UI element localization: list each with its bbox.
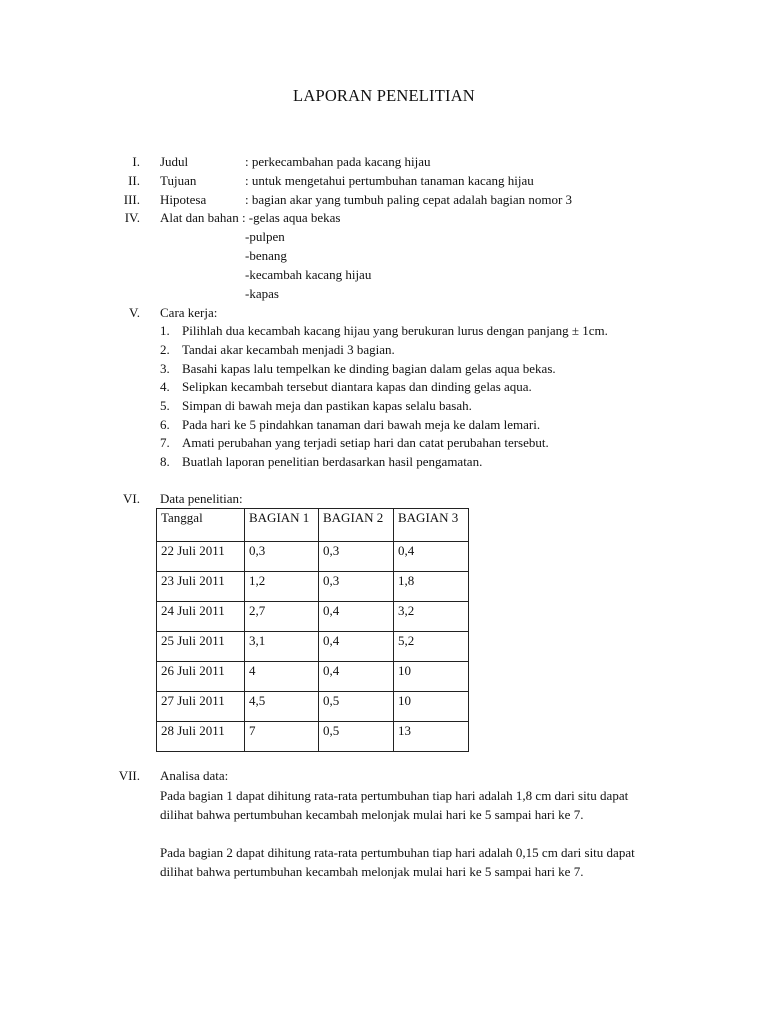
table-cell: 27 Juli 2011 [157, 692, 245, 722]
step-text: Pada hari ke 5 pindahkan tanaman dari bawah meja ke dalam lemari. [182, 417, 541, 432]
table-cell: 5,2 [394, 632, 469, 662]
table-cell: 25 Juli 2011 [157, 632, 245, 662]
section-label: Judul [160, 154, 189, 169]
step-number: 7. [160, 435, 170, 450]
table-cell: 7 [245, 722, 319, 752]
list-item: -benang [245, 248, 287, 263]
table-row [157, 662, 469, 692]
data-table [156, 508, 469, 752]
table-cell: 10 [394, 662, 469, 692]
table-cell: 0,3 [245, 542, 319, 572]
step-number: 8. [160, 454, 170, 469]
section-number: VII. [118, 768, 140, 783]
step-text: Buatlah laporan penelitian berdasarkan hasil pengamatan. [182, 454, 483, 469]
table-cell: 10 [394, 692, 469, 722]
step-number: 2. [160, 342, 170, 357]
table-cell: 2,7 [245, 602, 319, 632]
analysis-paragraph: Pada bagian 1 dapat dihitung rata-rata pertumbuhan tiap hari adalah 1,8 cm dari situ dapat dilihat bahwa pertumbuhan kecambah melonjak mulai hari ke 5 sampai hari ke 7. [160, 788, 629, 822]
table-row [157, 722, 469, 752]
table-cell: 22 Juli 2011 [157, 542, 245, 572]
table-header-row [157, 509, 469, 542]
table-cell: 23 Juli 2011 [157, 572, 245, 602]
section-label: Data penelitian: [160, 491, 243, 506]
table-cell: 0,3 [319, 572, 394, 602]
step-text: Basahi kapas lalu tempelkan ke dinding bagian dalam gelas aqua bekas. [182, 361, 556, 376]
table-cell: 0,4 [319, 632, 394, 662]
section-value: : perkecambahan pada kacang hijau [245, 154, 431, 169]
section-number: IV. [124, 210, 140, 225]
step-text: Pilihlah dua kecambah kacang hijau yang berukuran lurus dengan panjang ± 1cm. [182, 323, 608, 338]
step-text: Selipkan kecambah tersebut diantara kapas dan dinding gelas aqua. [182, 379, 532, 394]
section-number: II. [128, 173, 140, 188]
section-value: : bagian akar yang tumbuh paling cepat adalah bagian nomor 3 [245, 192, 573, 207]
table-cell: 0,4 [394, 542, 469, 572]
table-row [157, 632, 469, 662]
table-cell: 3,1 [245, 632, 319, 662]
step-number: 6. [160, 417, 170, 432]
list-item: -kecambah kacang hijau [245, 267, 372, 282]
section-number: I. [132, 154, 140, 169]
table-cell: 0,4 [319, 602, 394, 632]
step-number: 1. [160, 323, 170, 338]
table-cell: 4 [245, 662, 319, 692]
table-cell: 13 [394, 722, 469, 752]
table-row [157, 542, 469, 572]
section-label: Cara kerja: [160, 305, 218, 320]
table-cell: 4,5 [245, 692, 319, 722]
table-cell: 0,5 [319, 692, 394, 722]
section-number: V. [129, 305, 140, 320]
table-row [157, 692, 469, 722]
table-cell: 24 Juli 2011 [157, 602, 245, 632]
list-item: -kapas [245, 286, 279, 301]
step-text: Amati perubahan yang terjadi setiap hari dan catat perubahan tersebut. [182, 435, 549, 450]
section-label: Analisa data: [160, 768, 229, 783]
step-text: Tandai akar kecambah menjadi 3 bagian. [182, 342, 395, 357]
table-cell: 1,2 [245, 572, 319, 602]
table-cell: 0,4 [319, 662, 394, 692]
table-header: Tanggal [157, 509, 245, 542]
section-label: Tujuan [160, 173, 197, 188]
table-header: BAGIAN 2 [319, 509, 394, 542]
section-number: III. [123, 192, 140, 207]
step-number: 5. [160, 398, 170, 413]
analysis-paragraph: Pada bagian 2 dapat dihitung rata-rata pertumbuhan tiap hari adalah 0,15 cm dari situ dapat dilihat bahwa pertumbuhan kecambah melonjak mulai hari ke 5 sampai hari ke 7. [160, 845, 635, 879]
table-cell: 0,5 [319, 722, 394, 752]
step-number: 3. [160, 361, 170, 376]
table-header: BAGIAN 3 [394, 509, 469, 542]
table-header: BAGIAN 1 [245, 509, 319, 542]
table-cell: 0,3 [319, 542, 394, 572]
table-row [157, 572, 469, 602]
section-label: Hipotesa [160, 192, 207, 207]
section-label: Alat dan bahan : -gelas aqua bekas [160, 210, 341, 225]
section-value: : untuk mengetahui pertumbuhan tanaman kacang hijau [245, 173, 534, 188]
page-title: LAPORAN PENELITIAN [293, 86, 475, 105]
table-cell: 28 Juli 2011 [157, 722, 245, 752]
table-cell: 1,8 [394, 572, 469, 602]
table-cell: 26 Juli 2011 [157, 662, 245, 692]
section-number: VI. [123, 491, 140, 506]
table-row [157, 602, 469, 632]
list-item: -pulpen [245, 229, 285, 244]
step-number: 4. [160, 379, 170, 394]
step-text: Simpan di bawah meja dan pastikan kapas selalu basah. [182, 398, 472, 413]
table-cell: 3,2 [394, 602, 469, 632]
